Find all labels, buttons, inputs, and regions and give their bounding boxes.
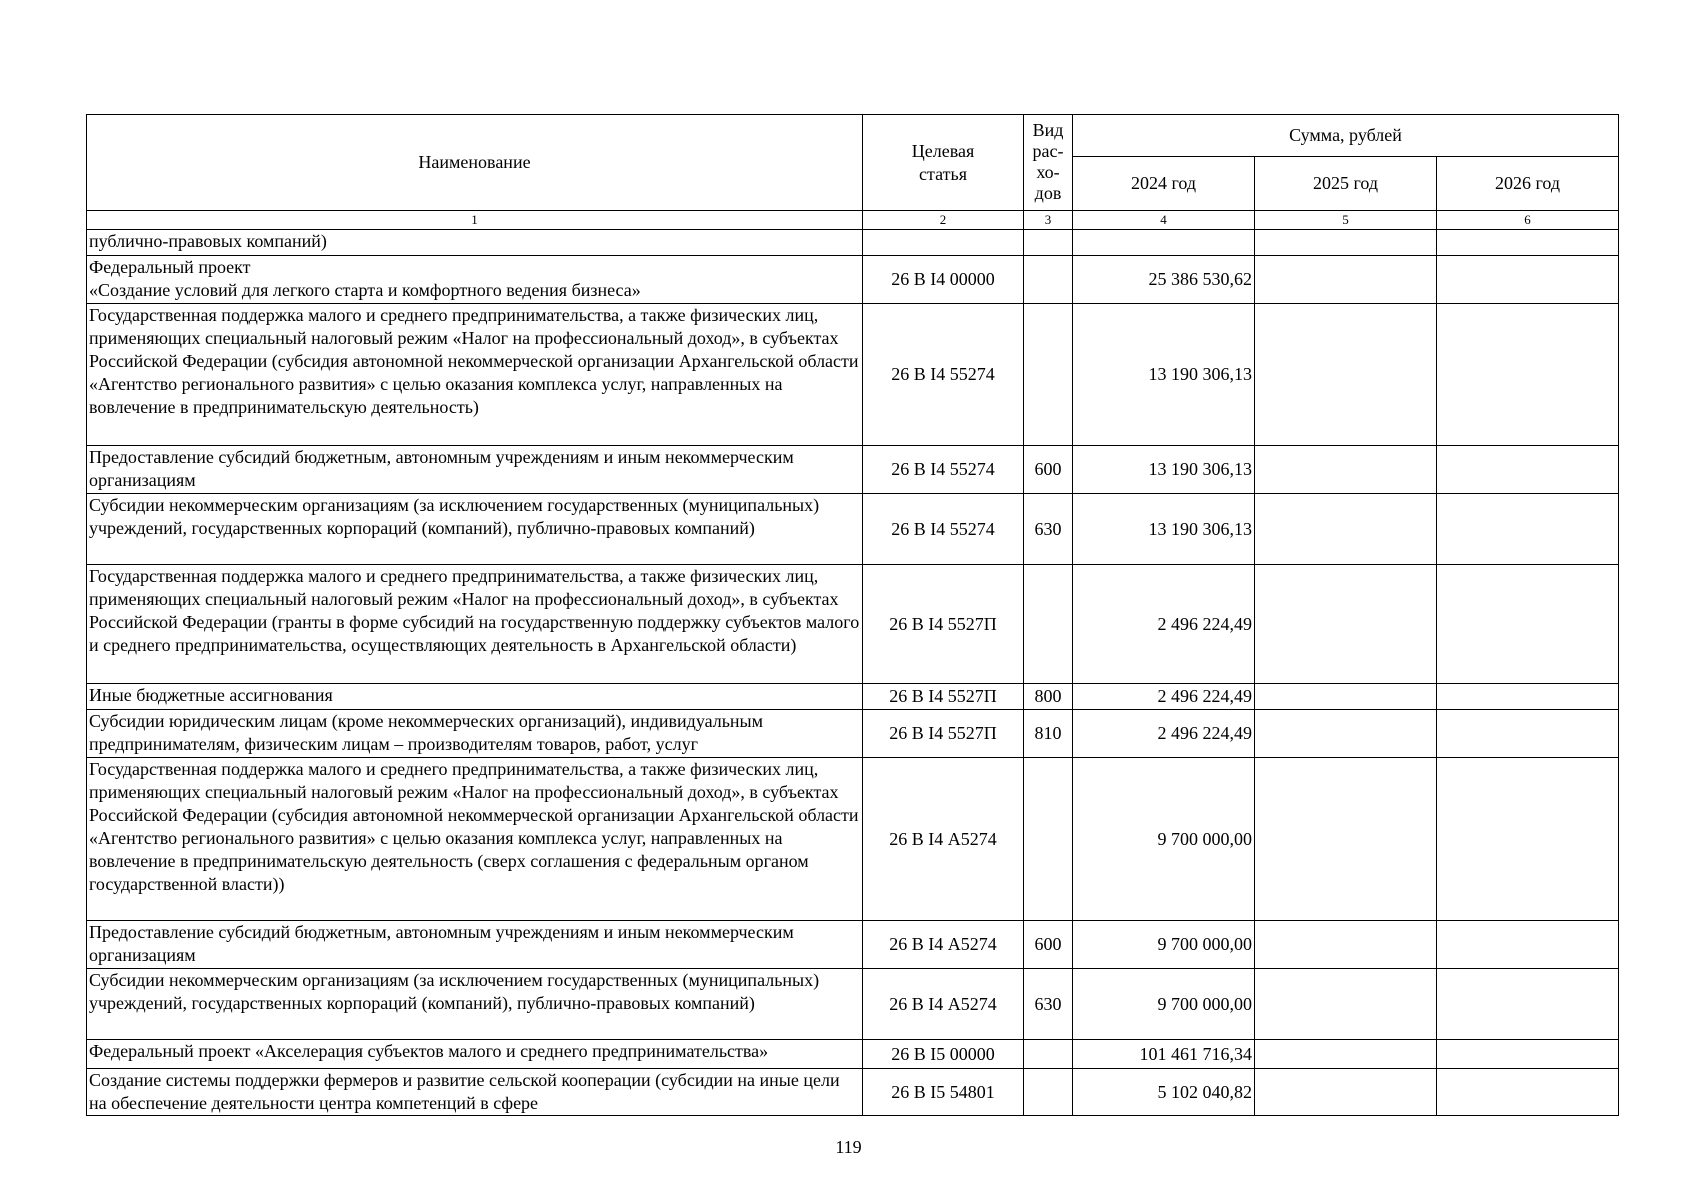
row-target-article: 26 В I4 55274 bbox=[863, 304, 1024, 446]
header-target-article bbox=[863, 115, 1024, 211]
row-expense-kind: 630 bbox=[1024, 494, 1073, 565]
row-target-article: 26 В I4 А5274 bbox=[863, 921, 1024, 969]
row-sum-2024: 9 700 000,00 bbox=[1073, 921, 1255, 969]
table-row bbox=[87, 758, 1619, 921]
column-number: 6 bbox=[1437, 211, 1619, 230]
row-sum-2026 bbox=[1437, 494, 1619, 565]
row-sum-2024: 101 461 716,34 bbox=[1073, 1040, 1255, 1069]
row-target-article: 26 В I4 00000 bbox=[863, 256, 1024, 304]
page-number: 119 bbox=[835, 1137, 862, 1157]
table-row bbox=[87, 1040, 1619, 1069]
row-sum-2026 bbox=[1437, 1069, 1619, 1116]
row-expense-kind: 800 bbox=[1024, 684, 1073, 710]
row-name: Федеральный проект «Акселерация субъектов малого и среднего предпринимательства» bbox=[87, 1040, 863, 1069]
row-sum-2026 bbox=[1437, 230, 1619, 256]
row-sum-2024: 2 496 224,49 bbox=[1073, 565, 1255, 684]
row-name: Федеральный проект «Создание условий для легкого старта и комфортного ведения бизнеса» bbox=[87, 256, 863, 304]
row-sum-2025 bbox=[1255, 565, 1437, 684]
row-sum-2026 bbox=[1437, 921, 1619, 969]
row-sum-2026 bbox=[1437, 969, 1619, 1040]
row-name: Субсидии юридическим лицам (кроме некоммерческих организаций), индивидуальным предпринимателям, физическим лицам – производителям товаров, работ, услуг bbox=[87, 710, 863, 758]
row-sum-2026 bbox=[1437, 758, 1619, 921]
row-expense-kind bbox=[1024, 1069, 1073, 1116]
row-sum-2026 bbox=[1437, 256, 1619, 304]
row-sum-2026 bbox=[1437, 1040, 1619, 1069]
table-row bbox=[87, 565, 1619, 684]
row-sum-2024 bbox=[1073, 230, 1255, 256]
row-expense-kind bbox=[1024, 256, 1073, 304]
row-sum-2025 bbox=[1255, 494, 1437, 565]
row-name: Государственная поддержка малого и среднего предпринимательства, а также физических лиц, применяющих специальный налоговый режим «Налог на профессиональный доход», в субъектах Российской Федерации (гранты в форме субсидий на государственную поддержку субъектов малого и среднего предпринимательства, осуществляющих деятельность в Архангельской области) bbox=[87, 565, 863, 684]
row-sum-2024: 13 190 306,13 bbox=[1073, 304, 1255, 446]
row-sum-2024: 9 700 000,00 bbox=[1073, 758, 1255, 921]
row-target-article: 26 В I5 00000 bbox=[863, 1040, 1024, 1069]
row-expense-kind: 810 bbox=[1024, 710, 1073, 758]
row-sum-2025 bbox=[1255, 758, 1437, 921]
table-row bbox=[87, 230, 1619, 256]
row-target-article: 26 В I4 А5274 bbox=[863, 969, 1024, 1040]
header-year-2025: 2025 год bbox=[1255, 157, 1437, 211]
row-sum-2026 bbox=[1437, 446, 1619, 494]
row-name: публично-правовых компаний) bbox=[87, 230, 863, 256]
row-sum-2024: 13 190 306,13 bbox=[1073, 494, 1255, 565]
row-sum-2026 bbox=[1437, 710, 1619, 758]
row-sum-2024: 2 496 224,49 bbox=[1073, 710, 1255, 758]
row-expense-kind bbox=[1024, 1040, 1073, 1069]
row-name: Государственная поддержка малого и среднего предпринимательства, а также физических лиц, применяющих специальный налоговый режим «Налог на профессиональный доход», в субъектах Российской Федерации (субсидия автономной некоммерческой организации Архангельской области «Агентство регионального развития» с целью оказания комплекса услуг, направленных на вовлечение в предпринимательскую деятельность) bbox=[87, 304, 863, 446]
row-sum-2026 bbox=[1437, 304, 1619, 446]
table-row bbox=[87, 684, 1619, 710]
row-name: Предоставление субсидий бюджетным, автономным учреждениям и иным некоммерческим организациям bbox=[87, 921, 863, 969]
column-number: 5 bbox=[1255, 211, 1437, 230]
row-expense-kind bbox=[1024, 758, 1073, 921]
table-row bbox=[87, 446, 1619, 494]
row-expense-kind: 630 bbox=[1024, 969, 1073, 1040]
row-target-article: 26 В I4 55274 bbox=[863, 494, 1024, 565]
row-name: Предоставление субсидий бюджетным, автономным учреждениям и иным некоммерческим организациям bbox=[87, 446, 863, 494]
row-sum-2025 bbox=[1255, 921, 1437, 969]
row-target-article: 26 В I4 5527П bbox=[863, 684, 1024, 710]
row-sum-2024: 25 386 530,62 bbox=[1073, 256, 1255, 304]
row-sum-2024: 9 700 000,00 bbox=[1073, 969, 1255, 1040]
row-sum-2026 bbox=[1437, 565, 1619, 684]
row-sum-2025 bbox=[1255, 684, 1437, 710]
row-sum-2025 bbox=[1255, 1040, 1437, 1069]
row-name: Субсидии некоммерческим организациям (за исключением государственных (муниципальных) учреждений, государственных корпораций (компаний), публично-правовых компаний) bbox=[87, 969, 863, 1040]
row-sum-2024: 2 496 224,49 bbox=[1073, 684, 1255, 710]
table-row bbox=[87, 494, 1619, 565]
row-target-article bbox=[863, 230, 1024, 256]
row-expense-kind: 600 bbox=[1024, 921, 1073, 969]
header-year-2024: 2024 год bbox=[1073, 157, 1255, 211]
table-row bbox=[87, 921, 1619, 969]
table-row bbox=[87, 969, 1619, 1040]
header-sum: Сумма, рублей bbox=[1073, 115, 1619, 157]
row-sum-2025 bbox=[1255, 304, 1437, 446]
column-number: 1 bbox=[87, 211, 863, 230]
row-sum-2026 bbox=[1437, 684, 1619, 710]
row-name: Государственная поддержка малого и среднего предпринимательства, а также физических лиц, применяющих специальный налоговый режим «Налог на профессиональный доход», в субъектах Российской Федерации (субсидия автономной некоммерческой организации Архангельской области «Агентство регионального развития» с целью оказания комплекса услуг, направленных на вовлечение в предпринимательскую деятельность (сверх соглашения с федеральным органом государственной власти)) bbox=[87, 758, 863, 921]
column-number: 3 bbox=[1024, 211, 1073, 230]
column-number: 2 bbox=[863, 211, 1024, 230]
header-expense-kind bbox=[1024, 115, 1073, 211]
budget-table bbox=[86, 114, 1619, 1116]
row-name: Субсидии некоммерческим организациям (за исключением государственных (муниципальных) учреждений, государственных корпораций (компаний), публично-правовых компаний) bbox=[87, 494, 863, 565]
row-name: Иные бюджетные ассигнования bbox=[87, 684, 863, 710]
row-sum-2025 bbox=[1255, 1069, 1437, 1116]
row-expense-kind: 600 bbox=[1024, 446, 1073, 494]
table-row bbox=[87, 256, 1619, 304]
row-sum-2025 bbox=[1255, 710, 1437, 758]
header-target-article-text: Целевая статья bbox=[911, 140, 975, 184]
header-year-2026: 2026 год bbox=[1437, 157, 1619, 211]
row-sum-2024: 13 190 306,13 bbox=[1073, 446, 1255, 494]
row-target-article: 26 В I4 5527П bbox=[863, 710, 1024, 758]
row-target-article: 26 В I4 55274 bbox=[863, 446, 1024, 494]
row-name: Создание системы поддержки фермеров и развитие сельской кооперации (субсидии на иные цели на обеспечение деятельности центра компетенций в сфере bbox=[87, 1069, 863, 1116]
row-target-article: 26 В I4 А5274 bbox=[863, 758, 1024, 921]
table-row bbox=[87, 710, 1619, 758]
row-sum-2024: 5 102 040,82 bbox=[1073, 1069, 1255, 1116]
row-sum-2025 bbox=[1255, 256, 1437, 304]
table-row bbox=[87, 1069, 1619, 1116]
table-row bbox=[87, 304, 1619, 446]
header-expense-kind-text: Вид рас-хо-дов bbox=[1032, 120, 1064, 203]
row-sum-2025 bbox=[1255, 446, 1437, 494]
column-number-row bbox=[87, 211, 1619, 230]
row-expense-kind bbox=[1024, 565, 1073, 684]
row-expense-kind bbox=[1024, 304, 1073, 446]
header-name: Наименование bbox=[87, 115, 863, 211]
column-number: 4 bbox=[1073, 211, 1255, 230]
row-target-article: 26 В I4 5527П bbox=[863, 565, 1024, 684]
row-expense-kind bbox=[1024, 230, 1073, 256]
row-sum-2025 bbox=[1255, 969, 1437, 1040]
row-target-article: 26 В I5 54801 bbox=[863, 1069, 1024, 1116]
row-sum-2025 bbox=[1255, 230, 1437, 256]
